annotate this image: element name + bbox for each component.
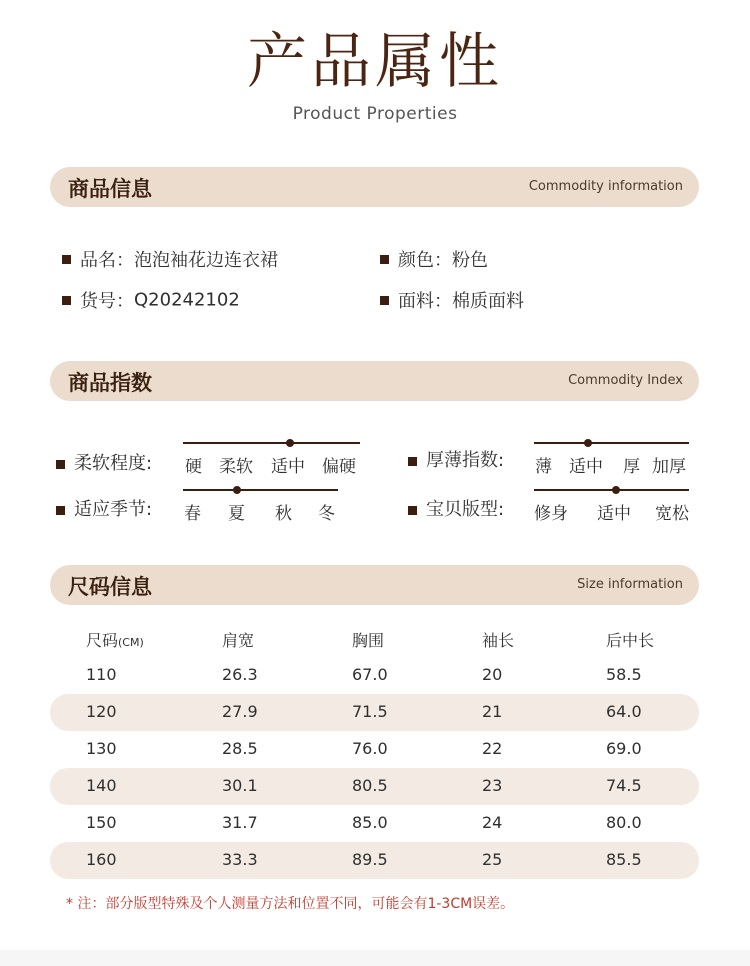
table-row: [50, 657, 699, 694]
square-bullet-icon: [56, 506, 65, 515]
index-label-softness: 柔软程度:: [56, 449, 152, 475]
table-row: [50, 731, 699, 768]
table-header-cell: 胸围: [352, 631, 385, 650]
table-cell: 80.0: [606, 813, 642, 832]
table-cell: 74.5: [606, 776, 642, 795]
scale-option: 秋: [275, 504, 292, 524]
table-cell: 21: [482, 702, 503, 721]
table-cell: 28.5: [222, 739, 258, 758]
thickness-scale: [534, 442, 689, 482]
square-bullet-icon: [56, 460, 65, 469]
table-cell: 33.3: [222, 850, 258, 869]
scale-option: 厚: [623, 457, 640, 477]
table-cell: 130: [86, 739, 117, 758]
scale-line: [183, 489, 338, 491]
scale-option: 硬: [185, 457, 202, 477]
square-bullet-icon: [408, 457, 417, 466]
info-label: 颜色：: [398, 250, 452, 271]
table-cell: 80.5: [352, 776, 388, 795]
table-header-cell: 后中长: [606, 631, 655, 650]
info-item-name: [62, 246, 278, 272]
info-item-fabric: [380, 287, 524, 313]
info-value: 粉色: [452, 250, 488, 271]
info-value: 棉质面料: [452, 291, 524, 312]
table-cell: 120: [86, 702, 117, 721]
fit-scale: [534, 489, 689, 529]
info-value: 泡泡袖花边连衣裙: [134, 250, 278, 271]
table-cell: 150: [86, 813, 117, 832]
square-bullet-icon: [62, 255, 71, 264]
table-cell: 140: [86, 776, 117, 795]
table-row: [50, 694, 699, 731]
section-title-en: Commodity Index: [568, 373, 683, 388]
info-value: Q20242102: [134, 289, 240, 311]
table-row: [50, 805, 699, 842]
square-bullet-icon: [408, 506, 417, 515]
square-bullet-icon: [380, 255, 389, 264]
table-cell: 30.1: [222, 776, 258, 795]
index-label-thickness: 厚薄指数:: [408, 446, 504, 472]
table-cell: 71.5: [352, 702, 388, 721]
bottom-strip: [0, 950, 750, 966]
section-bar-commodity-index: [50, 361, 699, 401]
table-header-cell: 尺码(CM): [86, 631, 144, 650]
square-bullet-icon: [380, 296, 389, 305]
page-title: 产品属性: [247, 27, 503, 97]
scale-option: 宽松: [655, 504, 689, 524]
scale-marker-icon: [286, 439, 294, 447]
info-label: 面料：: [398, 291, 452, 312]
section-title: 商品信息: [68, 177, 152, 201]
scale-option: 冬: [318, 504, 335, 524]
scale-option: 偏硬: [322, 457, 356, 477]
scale-line: [183, 442, 360, 444]
table-cell: 27.9: [222, 702, 258, 721]
scale-marker-icon: [612, 486, 620, 494]
table-cell: 64.0: [606, 702, 642, 721]
table-cell: 85.0: [352, 813, 388, 832]
table-cell: 67.0: [352, 665, 388, 684]
scale-option: 夏: [228, 504, 245, 524]
table-cell: 20: [482, 665, 503, 684]
table-cell: 24: [482, 813, 503, 832]
scale-option: 适中: [597, 504, 631, 524]
table-cell: 69.0: [606, 739, 642, 758]
table-header-row: [50, 620, 699, 657]
scale-option: 加厚: [652, 457, 686, 477]
scale-option: 薄: [535, 457, 552, 477]
table-cell: 160: [86, 850, 117, 869]
info-label: 货号：: [80, 291, 134, 312]
table-cell: 22: [482, 739, 503, 758]
scale-marker-icon: [584, 439, 592, 447]
table-cell: 58.5: [606, 665, 642, 684]
section-bar-size-info: [50, 565, 699, 605]
index-label-fit: 宝贝版型:: [408, 495, 504, 521]
table-header-cell: 袖长: [482, 631, 515, 650]
section-bar-commodity-info: [50, 167, 699, 207]
scale-option: 春: [184, 504, 201, 524]
info-item-sku: [62, 287, 240, 313]
scale-option: 柔软: [219, 457, 253, 477]
info-item-color: [380, 246, 488, 272]
softness-scale: [183, 442, 360, 482]
square-bullet-icon: [62, 296, 71, 305]
section-title-en: Commodity information: [528, 179, 683, 194]
section-title: 尺码信息: [68, 575, 152, 599]
scale-option: 修身: [534, 504, 568, 524]
info-label: 品名：: [80, 250, 134, 271]
page-subtitle: Product Properties: [292, 104, 458, 124]
table-cell: 26.3: [222, 665, 258, 684]
scale-marker-icon: [233, 486, 241, 494]
section-title-en: Size information: [577, 577, 683, 592]
size-table: [50, 620, 699, 879]
scale-line: [534, 442, 689, 444]
table-header-cell: 肩宽: [222, 631, 255, 650]
table-cell: 23: [482, 776, 503, 795]
measurement-note: * 注：部分版型特殊及个人测量方法和位置不同，可能会有1-3CM误差。: [66, 896, 515, 912]
table-cell: 31.7: [222, 813, 258, 832]
table-cell: 85.5: [606, 850, 642, 869]
table-cell: 89.5: [352, 850, 388, 869]
table-row: [50, 768, 699, 805]
unit-label: (CM): [118, 636, 144, 649]
section-title: 商品指数: [68, 371, 152, 395]
table-row: [50, 842, 699, 879]
table-cell: 76.0: [352, 739, 388, 758]
scale-option: 适中: [271, 457, 305, 477]
scale-option: 适中: [569, 457, 603, 477]
season-scale: [183, 489, 338, 529]
index-label-season: 适应季节:: [56, 495, 152, 521]
table-cell: 25: [482, 850, 503, 869]
table-cell: 110: [86, 665, 117, 684]
